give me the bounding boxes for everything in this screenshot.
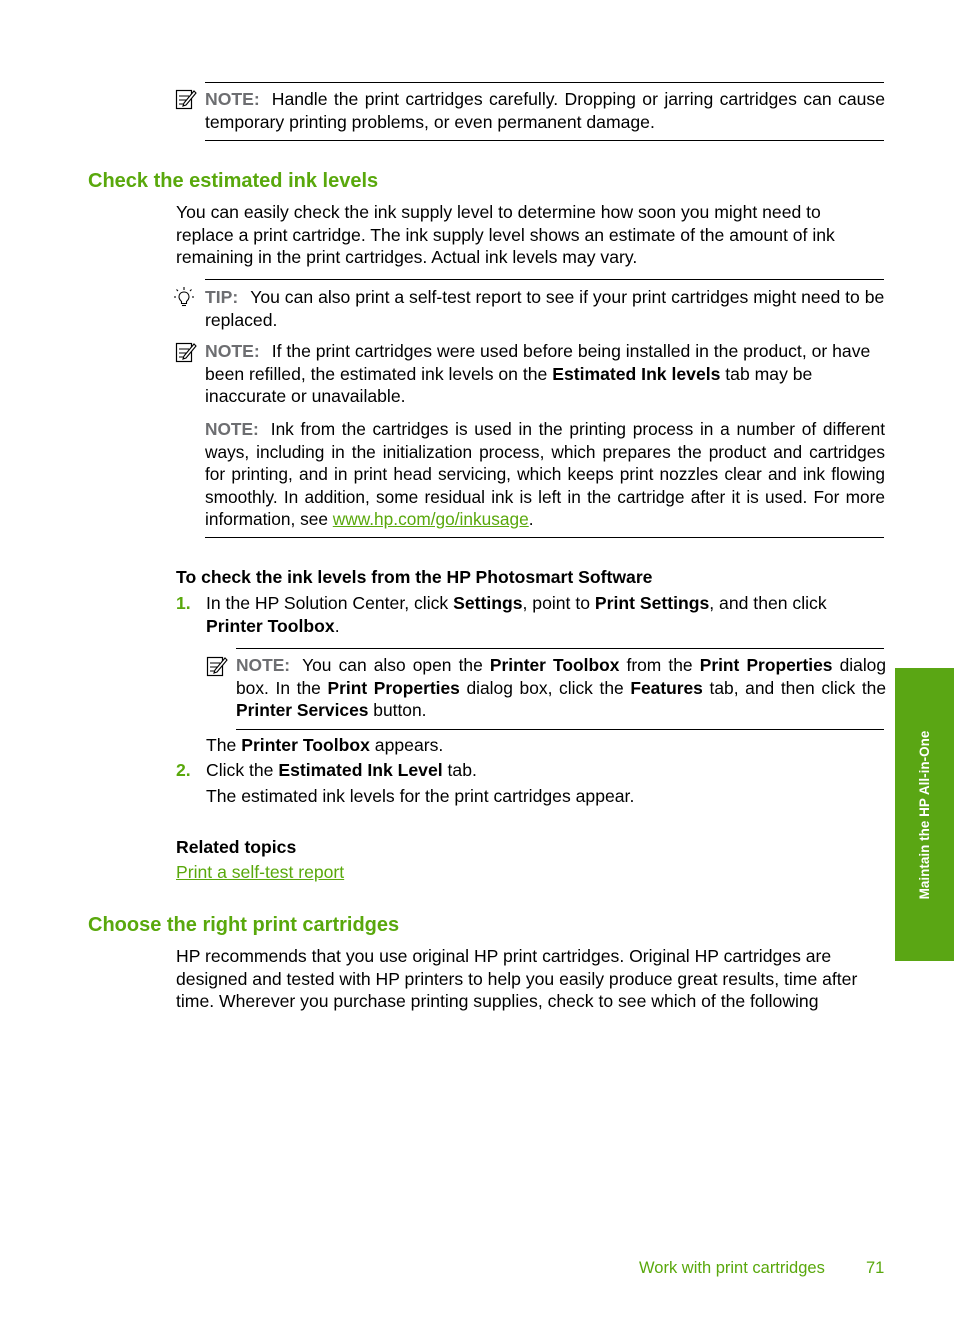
lightbulb-icon [173,286,195,308]
divider [205,140,884,141]
note-printer-toolbox: NOTE: You can also open the Printer Toolbox from the Print Properties dialog box. In the Print Properties dialog box, click the Features tab, and then click the Printer Services button. [236,655,887,720]
step-2-result: The estimated ink levels for the print cartridges appear. [206,786,635,806]
step-1-result: The Printer Toolbox appears. [206,735,444,755]
note-ink-usage: NOTE: Ink from the cartridges is used in the printing process in a number of different ways, including in the initialization process, which prepares the product and cartridges for printing, and in print head servicing, which keeps print nozzles clear and ink flowing smoothly. In addition, some residual ink is left in the cartridge after it is used. For more information, see www.hp.com/go/inkusage. [205,419,885,529]
section-heading-ink-levels: Check the estimated ink levels [88,170,379,192]
right-cartridges-intro: HP recommends that you use original HP print cartridges. Original HP cartridges are designed and tested with HP printers to help you easily produce great results, time after time. Wherever you purchase printing supplies, check to see which of the following [176,946,858,1011]
tip-self-test: TIP: You can also print a self-test report to see if your print cartridges might need to be replaced. [205,287,885,330]
footer-section-name: Work with print cartridges [639,1259,825,1277]
note-icon [175,341,197,363]
note-icon [206,655,228,677]
note-cartridge-handling: NOTE: Handle the print cartridges carefully. Dropping or jarring cartridges can cause temporary printing problems, or even permanent damage. [205,89,885,132]
step-number: 1. [176,593,191,613]
page-number: 71 [866,1259,885,1277]
related-topics-title: Related topics [176,837,297,857]
divider [236,648,884,649]
step-number: 2. [176,760,191,780]
chapter-side-tab: Maintain the HP All-in-One [895,668,954,961]
divider [205,279,884,280]
divider [205,537,884,538]
divider [236,729,884,730]
note-refilled-cartridges: NOTE: If the print cartridges were used before being installed in the product, or have been refilled, the estimated ink levels on the Estimated Ink levels tab may be inaccurate or unavailable. [205,341,871,406]
section-heading-right-cartridges: Choose the right print cartridges [88,914,400,936]
tip-label: TIP: [205,287,239,307]
step-2: Click the Estimated Ink Level tab. [206,760,477,780]
note-label: NOTE: [205,89,260,109]
note-icon [175,88,197,110]
procedure-title: To check the ink levels from the HP Photosmart Software [176,567,653,587]
ink-levels-intro: You can easily check the ink supply level to determine how soon you might need to replace a print cartridge. The ink supply level shows an estimate of the amount of ink remaining in the print cartridges. Actual ink levels may vary. [176,202,835,267]
divider [205,82,884,83]
self-test-report-link[interactable]: Print a self-test report [176,862,345,882]
step-1: In the HP Solution Center, click Settings, point to Print Settings, and then click Printer Toolbox. [206,593,827,636]
inkusage-link[interactable]: www.hp.com/go/inkusage [332,509,529,529]
